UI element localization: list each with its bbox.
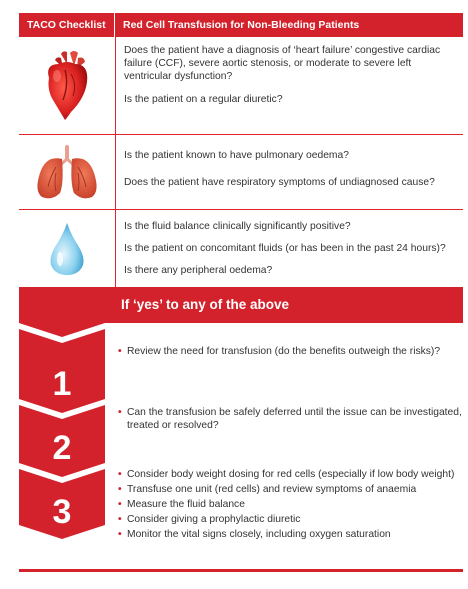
bullet-icon: • <box>118 469 122 480</box>
step-3-items <box>118 468 463 543</box>
question-text: Is the patient on concomitant fluids (or has been in the past 24 hours)? <box>124 243 446 254</box>
list-item: • Review the need for transfusion (do the benefits outweigh the risks)? <box>118 346 441 357</box>
taco-checklist-table <box>19 13 463 288</box>
step-1-items <box>118 345 463 358</box>
question-text: Is there any peripheral oedema? <box>124 265 273 276</box>
checklist-row-fluid <box>19 210 463 288</box>
question-text: Is the patient known to have pulmonary oedema? <box>124 150 349 161</box>
step-number-2: 2 <box>52 429 72 467</box>
list-item: • Consider giving a prophylactic diuretic <box>118 514 301 525</box>
checklist-row-lungs <box>19 135 463 210</box>
question-text: Does the patient have respiratory symptoms of undiagnosed cause? <box>124 177 435 188</box>
steps-chevron-graphic <box>19 287 119 569</box>
lungs-icon <box>32 143 102 201</box>
step-number-1: 1 <box>52 365 72 403</box>
chevron-top <box>19 287 105 337</box>
bullet-icon: • <box>118 514 122 525</box>
water-drop-icon <box>47 221 87 277</box>
list-item: • Monitor the vital signs closely, including oxygen saturation <box>118 529 391 540</box>
heart-icon <box>37 50 97 122</box>
bottom-divider <box>19 569 463 572</box>
step-number-3: 3 <box>52 493 72 531</box>
header-right-label: Red Cell Transfusion for Non-Bleeding Patients <box>123 19 360 31</box>
header-left-label: TACO Checklist <box>19 13 115 37</box>
list-item: • Transfuse one unit (red cells) and review symptoms of anaemia <box>118 484 417 495</box>
bullet-icon: • <box>118 346 122 357</box>
if-yes-title: If ‘yes’ to any of the above <box>121 297 290 312</box>
bullet-icon: • <box>118 407 122 418</box>
bullet-icon: • <box>118 499 122 510</box>
list-item: • Measure the fluid balance <box>118 499 245 510</box>
question-text: Does the patient have a diagnosis of ‘heart failure’ congestive cardiac failure (CCF), severe aortic stenosis, or moderate to severe left ventricular dysfunction? <box>124 45 441 82</box>
list-item: • Can the transfusion be safely deferred until the issue can be investigated, treated or resolved? <box>118 407 462 431</box>
if-yes-section <box>19 287 463 569</box>
bullet-icon: • <box>118 529 122 540</box>
list-item: • Consider body weight dosing for red cells (especially if low body weight) <box>118 469 455 480</box>
checklist-row-heart <box>19 37 463 135</box>
question-text: Is the fluid balance clinically significantly positive? <box>124 221 351 232</box>
question-text: Is the patient on a regular diuretic? <box>124 94 283 105</box>
step-2-items <box>118 406 463 432</box>
table-header <box>19 13 463 37</box>
bullet-icon: • <box>118 484 122 495</box>
